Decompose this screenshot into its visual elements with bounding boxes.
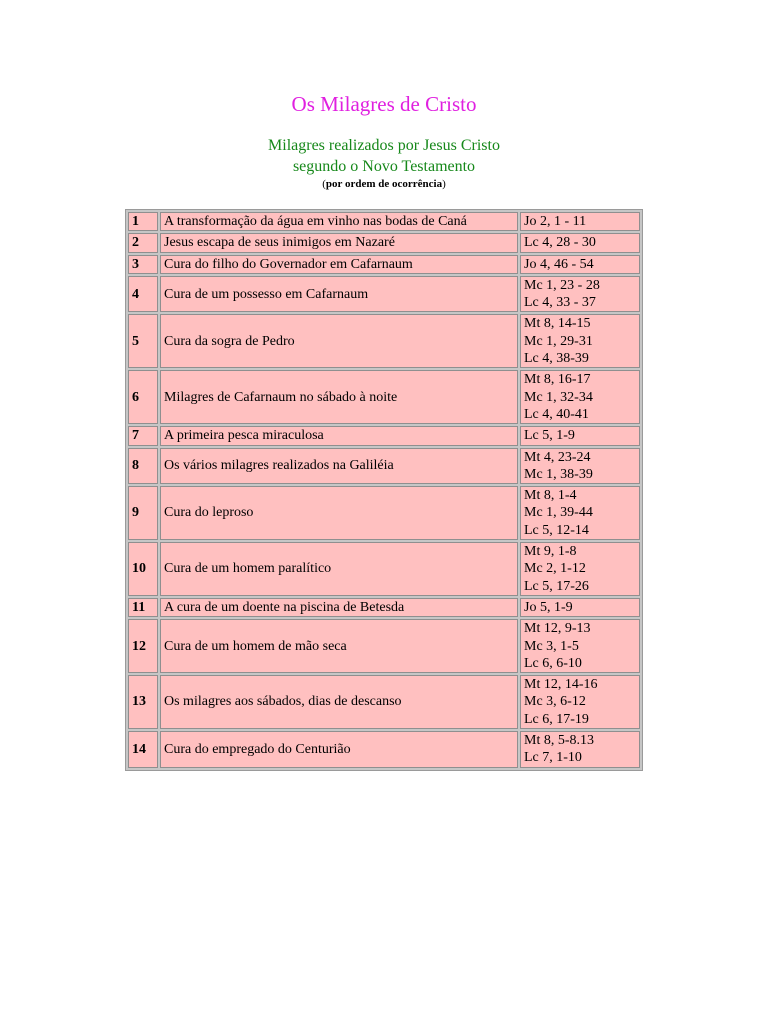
scripture-reference: Mt 8, 16-17 [524,372,591,388]
scripture-references [520,448,640,485]
row-number: 12 [128,619,158,673]
miracle-description: Cura do empregado do Centurião [160,731,518,768]
row-number: 6 [128,370,158,424]
scripture-references [520,255,640,274]
scripture-references [520,370,640,424]
row-number: 9 [128,486,158,540]
scripture-reference: Mt 9, 1-8 [524,544,577,560]
scripture-references [520,233,640,252]
page-title: Os Milagres de Cristo [291,92,477,116]
table-row [128,598,640,617]
scripture-reference: Mt 12, 14-16 [524,677,598,693]
miracle-description: A primeira pesca miraculosa [160,426,518,445]
scripture-reference: Mc 3, 1-5 [524,638,579,654]
miracles-table [125,209,643,771]
scripture-reference: Mc 1, 32-34 [524,389,593,405]
scripture-reference: Mt 8, 5-8.13 [524,733,594,749]
scripture-references [520,486,640,540]
miracle-description: A cura de um doente na piscina de Betesda [160,598,518,617]
scripture-reference: Mc 1, 29-31 [524,333,593,349]
row-number: 13 [128,675,158,729]
table-row [128,370,640,424]
miracle-description: A transformação da água em vinho nas bodas de Caná [160,212,518,231]
row-number: 1 [128,212,158,231]
table-row [128,542,640,596]
miracle-description: Cura do leproso [160,486,518,540]
scripture-references [520,212,640,231]
row-number: 4 [128,276,158,313]
table-row [128,619,640,673]
scripture-reference: Mt 4, 23-24 [524,449,591,465]
scripture-reference: Jo 2, 1 - 11 [524,214,587,229]
row-number: 5 [128,314,158,368]
scripture-reference: Jo 4, 46 - 54 [524,256,594,272]
note-close-paren: ) [442,178,446,190]
scripture-reference: Mt 8, 1-4 [524,488,577,504]
scripture-reference: Lc 6, 17-19 [524,711,589,727]
scripture-reference: Mc 1, 38-39 [524,466,593,482]
miracle-description: Cura da sogra de Pedro [160,314,518,368]
table-row [128,426,640,445]
scripture-references [520,731,640,768]
scripture-reference: Lc 6, 6-10 [524,655,582,671]
row-number: 7 [128,426,158,445]
scripture-reference: Lc 4, 28 - 30 [524,235,596,251]
scripture-references [520,542,640,596]
scripture-reference: Lc 4, 40-41 [524,406,589,422]
scripture-reference: Lc 4, 38-39 [524,351,589,367]
miracle-description: Jesus escapa de seus inimigos em Nazaré [160,233,518,252]
miracle-description: Os milagres aos sábados, dias de descanso [160,675,518,729]
scripture-reference: Lc 5, 1-9 [524,428,575,444]
table-row [128,276,640,313]
table-row [128,731,640,768]
subtitle-line-1: Milagres realizados por Jesus Cristo [268,137,500,154]
table-row [128,255,640,274]
miracle-description: Cura de um possesso em Cafarnaum [160,276,518,313]
scripture-references [520,426,640,445]
miracles-table-body [128,212,640,768]
scripture-reference: Mc 3, 6-12 [524,694,586,710]
order-note [0,178,768,190]
miracle-description: Cura de um homem paralítico [160,542,518,596]
miracle-description: Cura de um homem de mão seca [160,619,518,673]
scripture-reference: Lc 5, 12-14 [524,522,589,538]
scripture-references [520,314,640,368]
scripture-references [520,598,640,617]
table-row [128,486,640,540]
table-row [128,233,640,252]
scripture-reference: Lc 4, 33 - 37 [524,295,596,311]
scripture-reference: Mc 1, 39-44 [524,505,593,521]
scripture-references [520,675,640,729]
row-number: 14 [128,731,158,768]
row-number: 11 [128,598,158,617]
scripture-reference: Mc 2, 1-12 [524,561,586,577]
table-row [128,212,640,231]
table-row [128,675,640,729]
row-number: 2 [128,233,158,252]
miracle-description: Milagres de Cafarnaum no sábado à noite [160,370,518,424]
miracle-description: Cura do filho do Governador em Cafarnaum [160,255,518,274]
row-number: 8 [128,448,158,485]
scripture-reference: Jo 5, 1-9 [524,599,573,615]
table-row [128,448,640,485]
row-number: 3 [128,255,158,274]
scripture-references [520,276,640,313]
note-text: por ordem de ocorrência [325,178,443,190]
scripture-reference: Lc 7, 1-10 [524,750,582,766]
subtitle-line-2: segundo o Novo Testamento [292,158,476,175]
row-number: 10 [128,542,158,596]
scripture-references [520,619,640,673]
table-row [128,314,640,368]
note-open-paren: ( [322,178,326,190]
scripture-reference: Lc 5, 17-26 [524,578,589,594]
scripture-reference: Mc 1, 23 - 28 [524,277,600,293]
scripture-reference: Mt 12, 9-13 [524,621,591,637]
scripture-reference: Mt 8, 14-15 [524,316,591,332]
miracle-description: Os vários milagres realizados na Galiléia [160,448,518,485]
